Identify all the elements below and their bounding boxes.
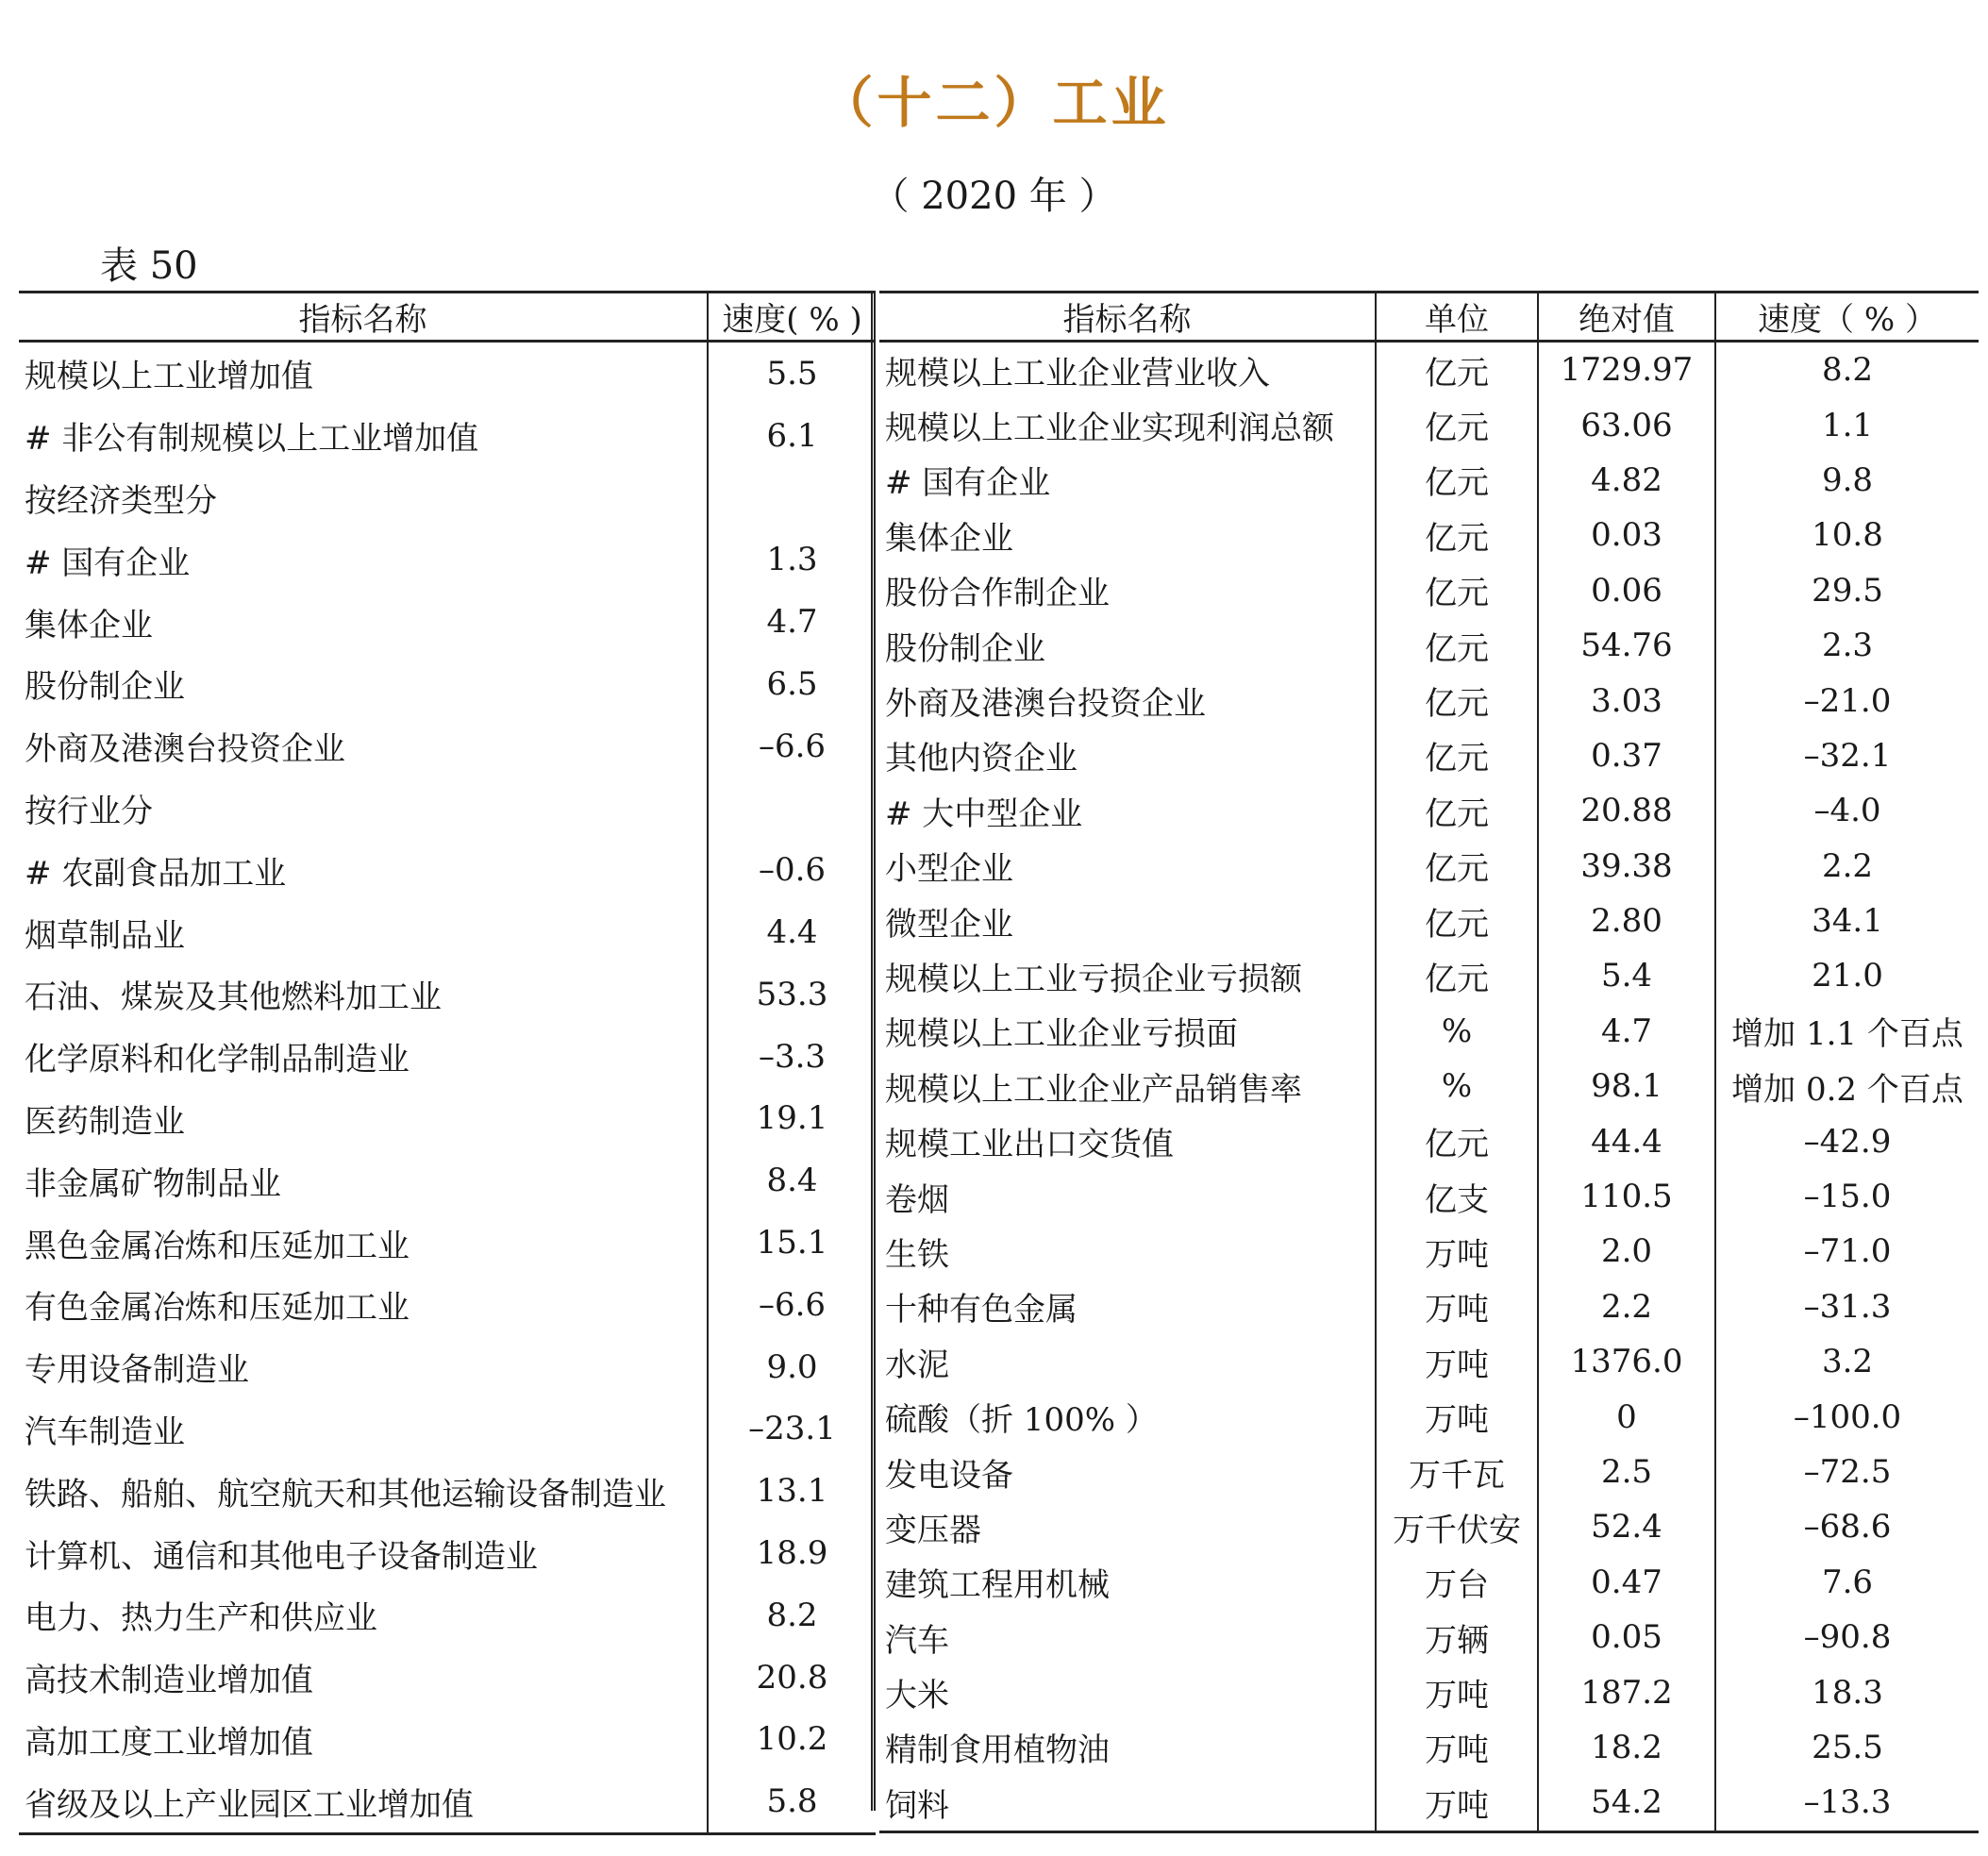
speed-cell: 25.5	[1812, 1728, 1883, 1766]
unit-cell: 万千瓦	[1376, 1445, 1538, 1499]
unit-cell: 亿元	[1376, 894, 1538, 948]
table-row	[879, 783, 1979, 838]
value-cell: 2.80	[1538, 894, 1715, 948]
table-row	[19, 1398, 876, 1461]
table-row	[19, 963, 876, 1026]
table-row	[879, 1059, 1979, 1113]
indicator-name-cell: 烟草制品业	[19, 901, 708, 963]
speed-cell: 10.2	[756, 1720, 828, 1759]
indicator-name-cell: 精制食用植物油	[879, 1720, 1376, 1775]
unit-cell: %	[1376, 1059, 1538, 1113]
table-row	[19, 342, 876, 405]
unit-cell: 亿元	[1376, 618, 1538, 673]
indicator-name-cell: 化学原料和化学制品制造业	[19, 1026, 708, 1088]
speed-cell: –23.1	[748, 1410, 836, 1448]
indicator-name-cell: 发电设备	[879, 1445, 1376, 1499]
speed-cell: 9.8	[1821, 460, 1874, 499]
table-row	[19, 528, 876, 591]
indicator-name-cell: 其他内资企业	[879, 728, 1376, 783]
table-row	[879, 1169, 1979, 1224]
speed-cell: 9.0	[766, 1347, 818, 1386]
unit-cell: 亿元	[1376, 397, 1538, 452]
table-row	[879, 1664, 1979, 1719]
indicator-name-cell: 医药制造业	[19, 1088, 708, 1150]
table-row	[879, 1499, 1979, 1554]
table-row	[19, 591, 876, 653]
speed-cell: 19.1	[756, 1099, 828, 1138]
unit-cell: 万吨	[1376, 1334, 1538, 1389]
table-row	[19, 1522, 876, 1584]
value-cell: 1376.0	[1538, 1334, 1715, 1389]
indicator-name-cell: 高加工度工业增加值	[19, 1709, 708, 1771]
speed-cell: –72.5	[1803, 1453, 1892, 1491]
table-row	[879, 1279, 1979, 1334]
indicator-name-cell: 按经济类型分	[19, 467, 708, 529]
value-cell: 0.37	[1538, 728, 1715, 783]
indicator-name-cell: 汽车	[879, 1610, 1376, 1664]
value-cell: 0.05	[1538, 1610, 1715, 1664]
table-row	[19, 839, 876, 901]
value-cell: 4.82	[1538, 453, 1715, 508]
indicator-name-cell: 小型企业	[879, 839, 1376, 894]
unit-cell: 亿元	[1376, 839, 1538, 894]
table-row	[19, 653, 876, 715]
speed-cell: 2.3	[1821, 627, 1874, 665]
speed-cell: 10.8	[1812, 516, 1883, 555]
speed-cell: –13.3	[1803, 1783, 1892, 1822]
value-cell: 5.4	[1538, 948, 1715, 1003]
indicator-name-cell: 股份制企业	[879, 618, 1376, 673]
indicator-name-cell: # 农副食品加工业	[19, 839, 708, 901]
unit-cell: 万辆	[1376, 1610, 1538, 1664]
table-row	[879, 728, 1979, 783]
indicator-name-cell: 石油、煤炭及其他燃料加工业	[19, 963, 708, 1026]
value-cell: 0.03	[1538, 508, 1715, 562]
indicator-name-cell: # 非公有制规模以上工业增加值	[19, 405, 708, 467]
table-row	[879, 1113, 1979, 1168]
speed-cell: –6.6	[758, 1285, 827, 1324]
value-cell: 0.47	[1538, 1555, 1715, 1610]
value-cell: 187.2	[1538, 1664, 1715, 1719]
value-cell: 18.2	[1538, 1720, 1715, 1775]
table-row	[879, 673, 1979, 727]
table-row	[19, 405, 876, 467]
unit-cell: 亿元	[1376, 783, 1538, 838]
value-cell: 20.88	[1538, 783, 1715, 838]
column-header-name: 指标名称	[19, 293, 708, 342]
table-row	[879, 563, 1979, 618]
table-header-row	[879, 293, 1979, 342]
speed-cell: 13.1	[756, 1472, 828, 1511]
indicator-name-cell: 铁路、船舶、航空航天和其他运输设备制造业	[19, 1460, 708, 1522]
speed-cell: 29.5	[1812, 571, 1883, 610]
table-row	[879, 342, 1979, 398]
speed-cell: –68.6	[1803, 1508, 1892, 1547]
table-row	[879, 1389, 1979, 1444]
indicator-name-cell: 卷烟	[879, 1169, 1376, 1224]
unit-cell: 万吨	[1376, 1775, 1538, 1831]
indicator-name-cell: 有色金属冶炼和压延加工业	[19, 1274, 708, 1336]
unit-cell: 万千伏安	[1376, 1499, 1538, 1554]
value-cell: 1729.97	[1538, 342, 1715, 398]
indicator-name-cell: 外商及港澳台投资企业	[879, 673, 1376, 727]
indicator-name-cell: 规模以上工业增加值	[19, 342, 708, 405]
indicator-name-cell: 规模以上工业企业产品销售率	[879, 1059, 1376, 1113]
table-row	[879, 1224, 1979, 1279]
table-row	[19, 1584, 876, 1647]
speed-cell: 1.1	[1821, 406, 1874, 444]
indicator-name-cell: 规模工业出口交货值	[879, 1113, 1376, 1168]
speed-cell: 1.3	[766, 541, 818, 579]
speed-cell: 8.4	[766, 1162, 818, 1200]
column-header-value: 绝对值	[1538, 293, 1715, 342]
value-cell: 3.03	[1538, 673, 1715, 727]
table-row	[19, 715, 876, 778]
value-cell: 2.2	[1538, 1279, 1715, 1334]
indicator-name-cell: 水泥	[879, 1334, 1376, 1389]
table-row	[19, 1088, 876, 1150]
indicator-name-cell: 集体企业	[879, 508, 1376, 562]
table-row	[879, 894, 1979, 948]
speed-cell: 6.5	[766, 664, 818, 703]
speed-cell: –4.0	[1813, 792, 1881, 830]
speed-cell: 53.3	[756, 975, 828, 1013]
column-header-speed: 速度（ % ）	[1715, 293, 1979, 342]
table-row	[879, 397, 1979, 452]
speed-cell: 15.1	[756, 1224, 828, 1262]
table-row	[879, 618, 1979, 673]
speed-cell: –6.6	[758, 727, 827, 765]
indicator-name-cell: 省级及以上产业园区工业增加值	[19, 1770, 708, 1833]
value-cell: 110.5	[1538, 1169, 1715, 1224]
table-divider	[871, 291, 876, 1811]
value-cell: 2.5	[1538, 1445, 1715, 1499]
indicator-name-cell: 股份制企业	[19, 653, 708, 715]
indicator-name-cell: 汽车制造业	[19, 1398, 708, 1461]
column-header-name: 指标名称	[879, 293, 1376, 342]
speed-cell: 4.4	[766, 913, 818, 952]
unit-cell: %	[1376, 1004, 1538, 1059]
unit-cell: 万吨	[1376, 1720, 1538, 1775]
value-cell: 98.1	[1538, 1059, 1715, 1113]
speed-cell: –0.6	[758, 851, 827, 890]
speed-cell: 增加 0.2 个百点	[1731, 1070, 1963, 1109]
unit-cell: 亿元	[1376, 508, 1538, 562]
speed-cell: 6.1	[766, 416, 818, 455]
value-cell: 44.4	[1538, 1113, 1715, 1168]
speed-cell: –31.3	[1803, 1287, 1892, 1326]
unit-cell: 亿元	[1376, 342, 1538, 398]
table-row	[879, 1775, 1979, 1831]
table-row	[19, 1149, 876, 1212]
unit-cell: 亿元	[1376, 563, 1538, 618]
page-title: （十二）工业	[818, 71, 1170, 135]
table-row	[879, 453, 1979, 508]
column-header-speed: 速度( % )	[708, 293, 876, 342]
right-indicator-table	[879, 291, 1979, 1833]
indicator-name-cell: 专用设备制造业	[19, 1336, 708, 1398]
speed-cell: 18.9	[756, 1534, 828, 1573]
page-subtitle: （ 2020 年 ）	[871, 175, 1117, 218]
indicator-name-cell: 建筑工程用机械	[879, 1555, 1376, 1610]
speed-cell: –100.0	[1793, 1397, 1902, 1436]
speed-cell: –21.0	[1803, 681, 1892, 720]
speed-cell: 5.5	[766, 354, 818, 393]
speed-cell: 8.2	[766, 1596, 818, 1634]
unit-cell: 亿元	[1376, 728, 1538, 783]
unit-cell: 万吨	[1376, 1224, 1538, 1279]
indicator-name-cell: 生铁	[879, 1224, 1376, 1279]
value-cell: 54.76	[1538, 618, 1715, 673]
value-cell: 0	[1538, 1389, 1715, 1444]
indicator-name-cell: 硫酸（折 100% ）	[879, 1389, 1376, 1444]
column-header-unit: 单位	[1376, 293, 1538, 342]
speed-cell: –3.3	[758, 1037, 827, 1076]
table-row	[19, 778, 876, 840]
indicator-name-cell: 非金属矿物制品业	[19, 1149, 708, 1212]
indicator-name-cell: 按行业分	[19, 778, 708, 840]
left-indicator-table	[19, 291, 876, 1835]
indicator-name-cell: # 国有企业	[19, 528, 708, 591]
indicator-name-cell: 规模以上工业亏损企业亏损额	[879, 948, 1376, 1003]
indicator-name-cell: 十种有色金属	[879, 1279, 1376, 1334]
unit-cell: 万吨	[1376, 1389, 1538, 1444]
table-header-row	[19, 293, 876, 342]
speed-cell: 4.7	[766, 603, 818, 642]
table-row	[879, 508, 1979, 562]
indicator-name-cell: 规模以上工业企业亏损面	[879, 1004, 1376, 1059]
speed-cell: –42.9	[1803, 1122, 1892, 1161]
speed-cell	[708, 467, 876, 529]
speed-cell: 34.1	[1812, 902, 1883, 941]
value-cell: 63.06	[1538, 397, 1715, 452]
speed-cell: –32.1	[1803, 736, 1892, 775]
speed-cell: 增加 1.1 个百点	[1731, 1015, 1963, 1054]
value-cell: 0.06	[1538, 563, 1715, 618]
speed-cell: 21.0	[1812, 957, 1883, 995]
indicator-name-cell: 规模以上工业企业营业收入	[879, 342, 1376, 398]
unit-cell: 亿元	[1376, 1113, 1538, 1168]
indicator-name-cell: 规模以上工业企业实现利润总额	[879, 397, 1376, 452]
unit-cell: 万台	[1376, 1555, 1538, 1610]
unit-cell: 亿元	[1376, 673, 1538, 727]
table-label: 表 50	[100, 244, 198, 288]
indicator-name-cell: 饲料	[879, 1775, 1376, 1831]
table-row	[879, 948, 1979, 1003]
table-row	[19, 1709, 876, 1771]
table-row	[879, 1445, 1979, 1499]
table-row	[879, 1334, 1979, 1389]
indicator-name-cell: 变压器	[879, 1499, 1376, 1554]
unit-cell: 万吨	[1376, 1664, 1538, 1719]
indicator-name-cell: 集体企业	[19, 591, 708, 653]
speed-cell: 8.2	[1821, 351, 1874, 390]
indicator-name-cell: 微型企业	[879, 894, 1376, 948]
value-cell: 52.4	[1538, 1499, 1715, 1554]
table-row	[19, 1647, 876, 1709]
table-row	[879, 1004, 1979, 1059]
value-cell: 39.38	[1538, 839, 1715, 894]
unit-cell: 亿元	[1376, 453, 1538, 508]
indicator-name-cell: 大米	[879, 1664, 1376, 1719]
speed-cell: 20.8	[756, 1658, 828, 1697]
indicator-name-cell: 股份合作制企业	[879, 563, 1376, 618]
speed-cell: –15.0	[1803, 1178, 1892, 1216]
table-row	[879, 839, 1979, 894]
table-row	[879, 1610, 1979, 1664]
value-cell: 2.0	[1538, 1224, 1715, 1279]
indicator-name-cell: 外商及港澳台投资企业	[19, 715, 708, 778]
speed-cell: 7.6	[1821, 1563, 1874, 1601]
speed-cell: –90.8	[1803, 1618, 1892, 1657]
speed-cell	[708, 778, 876, 840]
speed-cell: 3.2	[1821, 1343, 1874, 1381]
indicator-name-cell: 电力、热力生产和供应业	[19, 1584, 708, 1647]
table-row	[879, 1555, 1979, 1610]
indicator-name-cell: # 大中型企业	[879, 783, 1376, 838]
indicator-name-cell: 计算机、通信和其他电子设备制造业	[19, 1522, 708, 1584]
unit-cell: 亿元	[1376, 948, 1538, 1003]
table-row	[19, 1770, 876, 1833]
value-cell: 4.7	[1538, 1004, 1715, 1059]
speed-cell: 5.8	[766, 1782, 818, 1821]
indicator-name-cell: 黑色金属冶炼和压延加工业	[19, 1212, 708, 1274]
table-row	[19, 467, 876, 529]
value-cell: 54.2	[1538, 1775, 1715, 1831]
table-row	[19, 901, 876, 963]
indicator-name-cell: 高技术制造业增加值	[19, 1647, 708, 1709]
table-row	[19, 1212, 876, 1274]
table-row	[879, 1720, 1979, 1775]
indicator-name-cell: # 国有企业	[879, 453, 1376, 508]
unit-cell: 万吨	[1376, 1279, 1538, 1334]
speed-cell: –71.0	[1803, 1232, 1892, 1271]
table-row	[19, 1026, 876, 1088]
table-row	[19, 1274, 876, 1336]
unit-cell: 亿支	[1376, 1169, 1538, 1224]
table-row	[19, 1460, 876, 1522]
table-row	[19, 1336, 876, 1398]
speed-cell: 2.2	[1821, 846, 1874, 885]
speed-cell: 18.3	[1812, 1673, 1883, 1712]
